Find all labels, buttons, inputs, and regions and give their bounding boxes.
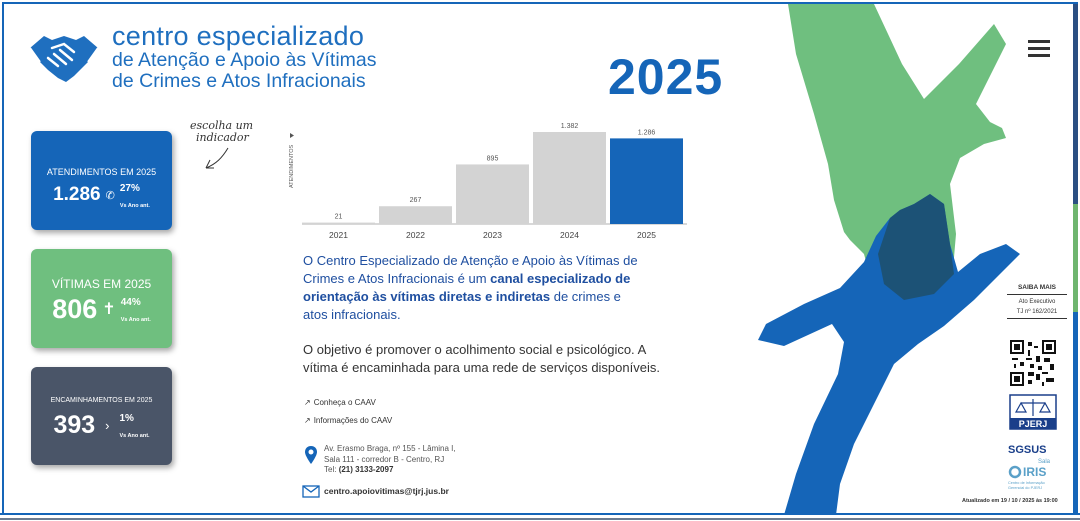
address-line-1: Av. Erasmo Braga, nº 155 - Lâmina I, <box>324 444 456 453</box>
link-conheca-caav[interactable] <box>304 398 376 407</box>
data-label-2022: 267 <box>409 197 422 205</box>
handshake-icon <box>28 26 100 86</box>
qr-code[interactable] <box>1010 340 1056 386</box>
saiba-mais <box>1007 284 1067 323</box>
hamburger-line <box>1028 47 1050 50</box>
brand-subtitle-2: de Crimes e Atos Infracionais <box>112 70 366 92</box>
brand-logo <box>28 22 388 94</box>
card-value: 393 <box>53 410 96 439</box>
hamburger-line <box>1028 54 1050 57</box>
card-pct: 44% <box>120 297 141 308</box>
x-tick-2024: 2024 <box>560 230 579 240</box>
pjerj-label: PJERJ <box>1018 419 1048 429</box>
scrollbar[interactable] <box>1073 4 1078 513</box>
year-title: 2025 <box>608 49 724 105</box>
x-tick-2023: 2023 <box>483 230 502 240</box>
iris-sala: Sala <box>1038 459 1051 465</box>
hamburger-icon <box>1028 40 1050 43</box>
hint-text <box>190 120 253 144</box>
iris-name: IRIS <box>1023 465 1047 479</box>
bar-2025 <box>610 138 683 224</box>
iris-tagline: Centro de Informação Gerencial do PJERJ <box>1008 481 1045 490</box>
card-value: 1.286 <box>53 184 101 205</box>
data-label-2021: 21 <box>334 213 343 221</box>
card-pct: 27% <box>119 183 140 194</box>
hint-line-1: escolha um <box>190 119 254 132</box>
hint-arrow-icon <box>200 144 230 172</box>
description-part2: de crimes e atos infracionais. <box>303 289 621 322</box>
location-pin-icon <box>304 445 318 465</box>
scrollbar-segment <box>1073 312 1078 513</box>
data-label-2025: 1.286 <box>637 129 656 137</box>
link-label: Conheça o CAAV <box>313 398 376 407</box>
data-label-2024: 1.382 <box>560 123 579 130</box>
description-bold: canal especializado de orientação às vítimas diretas e indiretas <box>303 271 631 304</box>
card-value: 806 <box>52 293 98 324</box>
email-link[interactable]: centro.apoiovitimas@tjrj.jus.br <box>324 486 449 496</box>
menu-button[interactable] <box>1028 40 1050 58</box>
card-title: ENCAMINHAMENTOS EM 2025 <box>50 397 153 404</box>
card-pct-label: Vs Ano ant. <box>119 433 150 439</box>
card-encaminhamentos[interactable] <box>31 367 172 465</box>
data-label-2023: 895 <box>486 155 499 163</box>
iris-logo <box>1008 459 1056 491</box>
card-vitimas[interactable] <box>31 249 172 348</box>
phone-label: Tel: <box>324 465 337 474</box>
dashboard-frame <box>2 2 1078 513</box>
card-atendimentos[interactable] <box>31 131 172 230</box>
bar-2021 <box>302 223 375 224</box>
address-line-2: Sala 111 - corredor B - Centro, RJ <box>324 454 445 464</box>
link-label: Informações do CAAV <box>313 416 393 425</box>
bar-2024 <box>533 132 606 224</box>
card-title: ATENDIMENTOS EM 2025 <box>46 167 157 177</box>
description <box>303 252 648 324</box>
hint-line-2: indicador <box>196 131 249 144</box>
last-updated: Atualizado em 19 / 10 / 2025 às 19:00 <box>962 498 1058 504</box>
tj-link[interactable]: TJ nº 162/2021 <box>1007 309 1067 319</box>
email-icon <box>302 485 320 498</box>
iris-icon <box>1008 465 1022 479</box>
link-informacoes-caav[interactable] <box>304 416 392 425</box>
x-tick-2022: 2022 <box>406 230 425 240</box>
sgsus-label: SGSUS <box>1008 444 1047 456</box>
description-part1: O Centro Especializado de Atenção e Apoio às Vítimas de Crimes e Atos Infracionais é um <box>303 253 638 286</box>
pjerj-logo <box>1009 394 1057 435</box>
saiba-mais-title: SAIBA MAIS <box>1007 284 1067 295</box>
card-pct-label: Vs Ano ant. <box>119 203 150 209</box>
description-objective: O objetivo é promover o acolhimento social e psicológico. A vítima é encaminhada para uma rede de serviços disponíveis. <box>303 342 660 375</box>
phone-icon: ✆ <box>105 189 115 202</box>
bottom-border <box>0 513 1080 521</box>
x-tick-2025: 2025 <box>637 230 656 240</box>
address <box>324 444 456 476</box>
chevron-right-icon: › <box>105 417 110 433</box>
bar-2023 <box>456 164 529 224</box>
phone-number: (21) 3133-2097 <box>338 465 394 474</box>
x-tick-2021: 2021 <box>329 230 348 240</box>
person-icon: ✝ <box>102 301 116 318</box>
brand-title: centro especializado <box>112 21 365 51</box>
card-title: VÍTIMAS EM 2025 <box>51 277 152 291</box>
scrollbar-thumb[interactable] <box>1073 4 1078 204</box>
bar-chart-svg <box>284 114 684 244</box>
scrollbar-segment <box>1073 204 1078 312</box>
card-pct-label: Vs Ano ant. <box>120 317 151 323</box>
ato-executivo-link[interactable]: Ato Executivo <box>1018 299 1056 305</box>
hands-illustration <box>744 4 1074 513</box>
external-link-icon: ↗ <box>304 398 311 407</box>
bar-2022 <box>379 206 452 224</box>
card-pct: 1% <box>119 413 134 424</box>
bar-chart <box>284 114 684 244</box>
axis-marker-icon <box>290 133 294 138</box>
external-link-icon: ↗ <box>304 416 311 425</box>
brand-subtitle-1: de Atenção e Apoio às Vítimas <box>112 49 377 71</box>
y-axis-label: ATENDIMENTOS <box>289 144 295 188</box>
